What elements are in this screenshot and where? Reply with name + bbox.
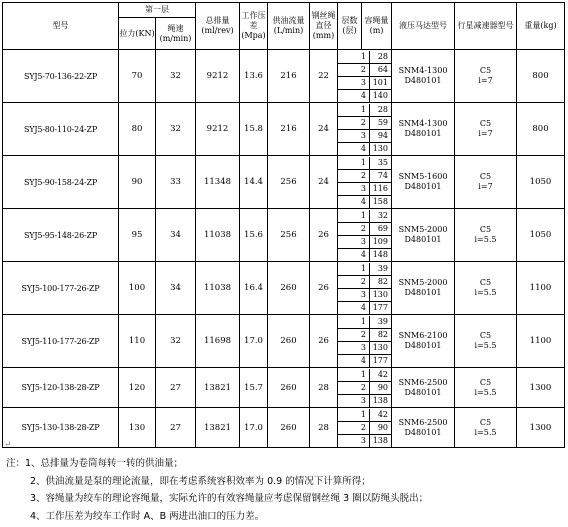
pressure-cell: 15.6 — [240, 209, 268, 262]
layer-row — [338, 381, 391, 394]
reducer-ratio: i=7 — [478, 182, 493, 191]
layer-number: 4 — [338, 354, 370, 367]
layer-number: 4 — [338, 195, 370, 208]
model-cell: SYJ5-70-136-22-ZP — [3, 50, 119, 103]
layer-number: 1 — [338, 157, 370, 170]
motor-cell — [392, 368, 455, 408]
layer-row — [338, 316, 391, 329]
weight-cell: 1100 — [517, 262, 565, 315]
layer-row — [338, 182, 391, 195]
reducer-cell — [455, 262, 517, 315]
rope-cell: 24 — [310, 103, 338, 156]
layer-row — [338, 394, 391, 407]
speed-cell: 32 — [156, 103, 196, 156]
spec-table — [2, 2, 565, 448]
motor-model: SNM5-2000 — [398, 225, 448, 234]
layer-row — [338, 434, 391, 447]
layer-row — [338, 341, 391, 354]
reducer-cell — [455, 315, 517, 368]
motor-cell — [392, 209, 455, 262]
displacement-cell: 9212 — [196, 103, 240, 156]
flow-cell: 260 — [268, 262, 310, 315]
note-2: 2、供油流量是泵的理论流量，即在考虑系统容积效率为 0.9 的情况下计算所得； — [30, 475, 371, 487]
capacity-value: 82 — [370, 275, 392, 288]
motor-cell — [392, 408, 455, 448]
capacity-value: 138 — [372, 436, 388, 445]
layer-number: 1 — [338, 104, 370, 117]
speed-cell: 34 — [156, 209, 196, 262]
motor-model: SNM6-2100 — [398, 331, 448, 340]
reducer-ratio: i=7 — [478, 76, 493, 85]
pressure-cell: 17.0 — [240, 408, 268, 448]
capacity-value: 130 — [372, 144, 388, 153]
rope-cell: 28 — [310, 368, 338, 408]
model-cell: SYJ5-90-158-24-ZP — [3, 156, 119, 209]
reducer-model: C5 — [479, 331, 492, 340]
layer-row — [338, 89, 391, 102]
motor-cell — [392, 156, 455, 209]
motor-cell — [392, 103, 455, 156]
model-cell: SYJ5-95-148-26-ZP — [3, 209, 119, 262]
header-capacity: 容绳量(m) — [362, 3, 392, 50]
motor-model: SNM6-2500 — [398, 417, 448, 427]
capacity-value: 177 — [372, 303, 388, 312]
capacity-value: 94 — [370, 129, 392, 142]
pull-cell: 80 — [119, 103, 156, 156]
layer-number: 1 — [338, 263, 370, 276]
layer-number: 3 — [338, 288, 370, 301]
rope-cell: 26 — [310, 315, 338, 368]
pull-cell: 110 — [119, 315, 156, 368]
motor-code: D480101 — [404, 182, 442, 191]
layer-number: 2 — [338, 275, 370, 288]
layer-row — [338, 51, 391, 64]
header-flow: 供油流量(L/min) — [268, 3, 310, 50]
motor-code: D480101 — [404, 387, 442, 397]
speed-cell: 34 — [156, 262, 196, 315]
layer-capacity-cell — [338, 209, 392, 262]
motor-cell — [392, 50, 455, 103]
pull-cell: 100 — [119, 262, 156, 315]
layer-number: 2 — [338, 169, 370, 182]
layer-number: 2 — [338, 421, 370, 434]
motor-code: D480101 — [404, 341, 442, 350]
flow-cell: 216 — [268, 103, 310, 156]
layer-capacity-cell — [338, 156, 392, 209]
capacity-value: 148 — [372, 250, 388, 259]
motor-model: SNM4-1300 — [398, 66, 448, 75]
layer-number: 3 — [338, 235, 370, 248]
layer-row — [338, 288, 391, 301]
capacity-value: 177 — [372, 356, 388, 365]
layer-number: 2 — [338, 328, 370, 341]
pull-cell: 130 — [119, 408, 156, 448]
motor-code: D480101 — [404, 235, 442, 244]
capacity-value: 32 — [370, 210, 392, 223]
notes — [6, 455, 562, 525]
layer-number: 3 — [338, 341, 370, 354]
motor-code: D480101 — [404, 288, 442, 297]
table-row — [3, 262, 565, 315]
motor-model: SNM5-2000 — [398, 278, 448, 287]
header-weight: 重量(kg) — [517, 3, 565, 50]
layer-capacity-cell — [338, 262, 392, 315]
layer-number: 1 — [338, 369, 370, 382]
displacement-cell: 9212 — [196, 50, 240, 103]
reducer-cell — [455, 408, 517, 448]
layer-row — [338, 222, 391, 235]
weight-cell: 1300 — [517, 408, 565, 448]
layer-row — [338, 169, 391, 182]
header-pressure: 工作压差(Mpa) — [240, 3, 268, 50]
reducer-ratio: i=7 — [478, 129, 493, 138]
layer-capacity-table — [338, 157, 391, 208]
layer-row — [338, 104, 391, 117]
pressure-cell: 14.4 — [240, 156, 268, 209]
weight-cell: 800 — [517, 103, 565, 156]
capacity-value: 130 — [370, 341, 392, 354]
rope-cell: 22 — [310, 50, 338, 103]
layer-number: 1 — [338, 210, 370, 223]
capacity-value: 101 — [370, 76, 392, 89]
layer-row — [338, 354, 391, 367]
pull-cell: 95 — [119, 209, 156, 262]
capacity-value: 138 — [372, 396, 388, 405]
layer-capacity-table — [338, 263, 391, 314]
layer-row — [338, 248, 391, 261]
pressure-cell: 17.0 — [240, 315, 268, 368]
layer-row — [338, 195, 391, 208]
layer-number: 2 — [338, 381, 370, 394]
rope-cell: 26 — [310, 262, 338, 315]
layer-capacity-cell — [338, 315, 392, 368]
header-motor: 液压马达型号 — [392, 3, 455, 50]
reducer-model: C5 — [479, 377, 492, 387]
flow-cell: 260 — [268, 408, 310, 448]
table-row — [3, 209, 565, 262]
note-3: 3、容绳量为绞车的理论容绳量，实际允许的有效容绳量应考虑保留钢丝绳 3 圈以防绳头脱出； — [30, 493, 429, 504]
capacity-value: 42 — [370, 369, 392, 382]
table-row — [3, 156, 565, 209]
reducer-cell — [455, 156, 517, 209]
pressure-cell: 15.8 — [240, 103, 268, 156]
layer-number: 2 — [338, 116, 370, 129]
motor-cell — [392, 262, 455, 315]
weight-cell: 1050 — [517, 209, 565, 262]
speed-cell: 32 — [156, 50, 196, 103]
reducer-cell — [455, 209, 517, 262]
capacity-value: 39 — [370, 263, 392, 276]
pressure-cell: 16.4 — [240, 262, 268, 315]
table-row — [3, 408, 565, 448]
layer-row — [338, 328, 391, 341]
capacity-value: 69 — [370, 222, 392, 235]
layer-capacity-table — [338, 369, 391, 407]
weight-cell: 1300 — [517, 368, 565, 408]
layer-row — [338, 116, 391, 129]
capacity-value: 90 — [370, 421, 392, 434]
layer-number: 4 — [338, 248, 370, 261]
layer-row — [338, 142, 391, 155]
layer-number: 3 — [338, 182, 370, 195]
layer-row — [338, 263, 391, 276]
layer-number: 4 — [338, 142, 370, 155]
speed-cell: 27 — [156, 368, 196, 408]
flow-cell: 256 — [268, 209, 310, 262]
layer-capacity-cell — [338, 408, 392, 448]
table-row — [3, 368, 565, 408]
motor-cell — [392, 315, 455, 368]
layer-number: 3 — [338, 434, 370, 447]
reducer-cell — [455, 368, 517, 408]
capacity-value: 140 — [372, 91, 388, 100]
motor-model: SNM5-1600 — [398, 172, 448, 181]
header-pull: 拉力(KN) — [119, 18, 156, 50]
header-layers: 层数(层) — [338, 3, 362, 50]
capacity-value: 74 — [370, 169, 392, 182]
layer-capacity-cell — [338, 50, 392, 103]
rope-cell: 28 — [310, 408, 338, 448]
model-cell: SYJ5-130-138-28-ZP — [3, 408, 119, 448]
pressure-cell: 15.7 — [240, 368, 268, 408]
capacity-value: 90 — [370, 381, 392, 394]
weight-cell: 800 — [517, 50, 565, 103]
speed-cell: 27 — [156, 408, 196, 448]
rope-cell: 26 — [310, 209, 338, 262]
reducer-model: C5 — [479, 417, 492, 427]
layer-row — [338, 301, 391, 314]
layer-number: 1 — [338, 51, 370, 64]
table-row — [3, 50, 565, 103]
flow-cell: 216 — [268, 50, 310, 103]
weight-cell: 1100 — [517, 315, 565, 368]
displacement-cell: 11348 — [196, 156, 240, 209]
layer-capacity-table — [338, 51, 391, 102]
header-reducer: 行星减速器型号 — [455, 3, 517, 50]
capacity-value: 116 — [370, 182, 392, 195]
capacity-value: 28 — [370, 104, 392, 117]
layer-number: 2 — [338, 222, 370, 235]
table-row — [3, 103, 565, 156]
note-1: 注：1、总排量为卷筒每转一转的供油量； — [6, 458, 184, 469]
motor-model: SNM6-2500 — [398, 377, 448, 387]
header-layer1: 第一层 — [119, 3, 196, 18]
capacity-value: 64 — [370, 63, 392, 76]
layer-number: 1 — [338, 316, 370, 329]
weight-cell: 1050 — [517, 156, 565, 209]
layer-capacity-table — [338, 104, 391, 155]
layer-number: 3 — [338, 129, 370, 142]
displacement-cell: 11038 — [196, 209, 240, 262]
reducer-ratio: i=5.5 — [474, 288, 497, 297]
reducer-model: C5 — [479, 172, 492, 181]
layer-number: 4 — [338, 301, 370, 314]
reducer-cell — [455, 50, 517, 103]
reducer-ratio: i=5.5 — [474, 341, 497, 350]
reducer-ratio: i=5.5 — [474, 235, 497, 244]
layer-number: 4 — [338, 89, 370, 102]
reducer-cell — [455, 103, 517, 156]
capacity-value: 35 — [370, 157, 392, 170]
pull-cell: 120 — [119, 368, 156, 408]
header-model: 型号 — [3, 3, 119, 50]
rope-cell: 24 — [310, 156, 338, 209]
pull-cell: 70 — [119, 50, 156, 103]
displacement-cell: 11698 — [196, 315, 240, 368]
layer-row — [338, 369, 391, 382]
layer-row — [338, 157, 391, 170]
capacity-value: 39 — [370, 316, 392, 329]
layer-row — [338, 76, 391, 89]
motor-code: D480101 — [404, 427, 442, 437]
layer-capacity-table — [338, 316, 391, 367]
model-cell: SYJ5-120-138-28-ZP — [3, 368, 119, 408]
layer-capacity-table — [338, 210, 391, 261]
layer-capacity-cell — [338, 103, 392, 156]
layer-number: 1 — [338, 409, 370, 422]
table-row — [3, 315, 565, 368]
reducer-model: C5 — [479, 225, 492, 234]
capacity-value: 59 — [370, 116, 392, 129]
pressure-cell: 13.6 — [240, 50, 268, 103]
capacity-value: 109 — [370, 235, 392, 248]
flow-cell: 256 — [268, 156, 310, 209]
layer-capacity-cell — [338, 368, 392, 408]
reducer-model: C5 — [479, 119, 492, 128]
layer-row — [338, 63, 391, 76]
header-speed: 绳速(m/min) — [156, 18, 196, 50]
reducer-ratio: i=5.5 — [474, 387, 497, 397]
paragraph-mark: ↵ — [4, 440, 12, 450]
capacity-value: 158 — [372, 197, 388, 206]
motor-model: SNM4-1300 — [398, 119, 448, 128]
capacity-value: 42 — [370, 409, 392, 422]
header-displacement: 总排量(ml/rev) — [196, 3, 240, 50]
layer-row — [338, 275, 391, 288]
displacement-cell: 13821 — [196, 408, 240, 448]
layer-number: 2 — [338, 63, 370, 76]
capacity-value: 82 — [370, 328, 392, 341]
layer-row — [338, 210, 391, 223]
displacement-cell: 13821 — [196, 368, 240, 408]
layer-number: 3 — [338, 394, 370, 407]
layer-row — [338, 129, 391, 142]
motor-code: D480101 — [404, 129, 442, 138]
flow-cell: 260 — [268, 315, 310, 368]
motor-code: D480101 — [404, 76, 442, 85]
flow-cell: 260 — [268, 368, 310, 408]
model-cell: SYJ5-80-110-24-ZP — [3, 103, 119, 156]
speed-cell: 32 — [156, 315, 196, 368]
reducer-model: C5 — [479, 278, 492, 287]
note-4: 4、工作压差为绞车工作时 A、B 两进出油口的压力差。 — [30, 510, 265, 522]
capacity-value: 28 — [370, 51, 392, 64]
reducer-ratio: i=5.5 — [474, 427, 497, 437]
layer-row — [338, 235, 391, 248]
layer-row — [338, 421, 391, 434]
displacement-cell: 11038 — [196, 262, 240, 315]
pull-cell: 90 — [119, 156, 156, 209]
speed-cell: 33 — [156, 156, 196, 209]
layer-row — [338, 409, 391, 422]
model-cell: SYJ5-100-177-26-ZP — [3, 262, 119, 315]
header-rope: 钢丝绳直径(mm) — [310, 3, 338, 50]
layer-number: 3 — [338, 76, 370, 89]
capacity-value: 130 — [370, 288, 392, 301]
layer-capacity-table — [338, 409, 391, 447]
model-cell: SYJ5-110-177-26-ZP — [3, 315, 119, 368]
reducer-model: C5 — [479, 66, 492, 75]
